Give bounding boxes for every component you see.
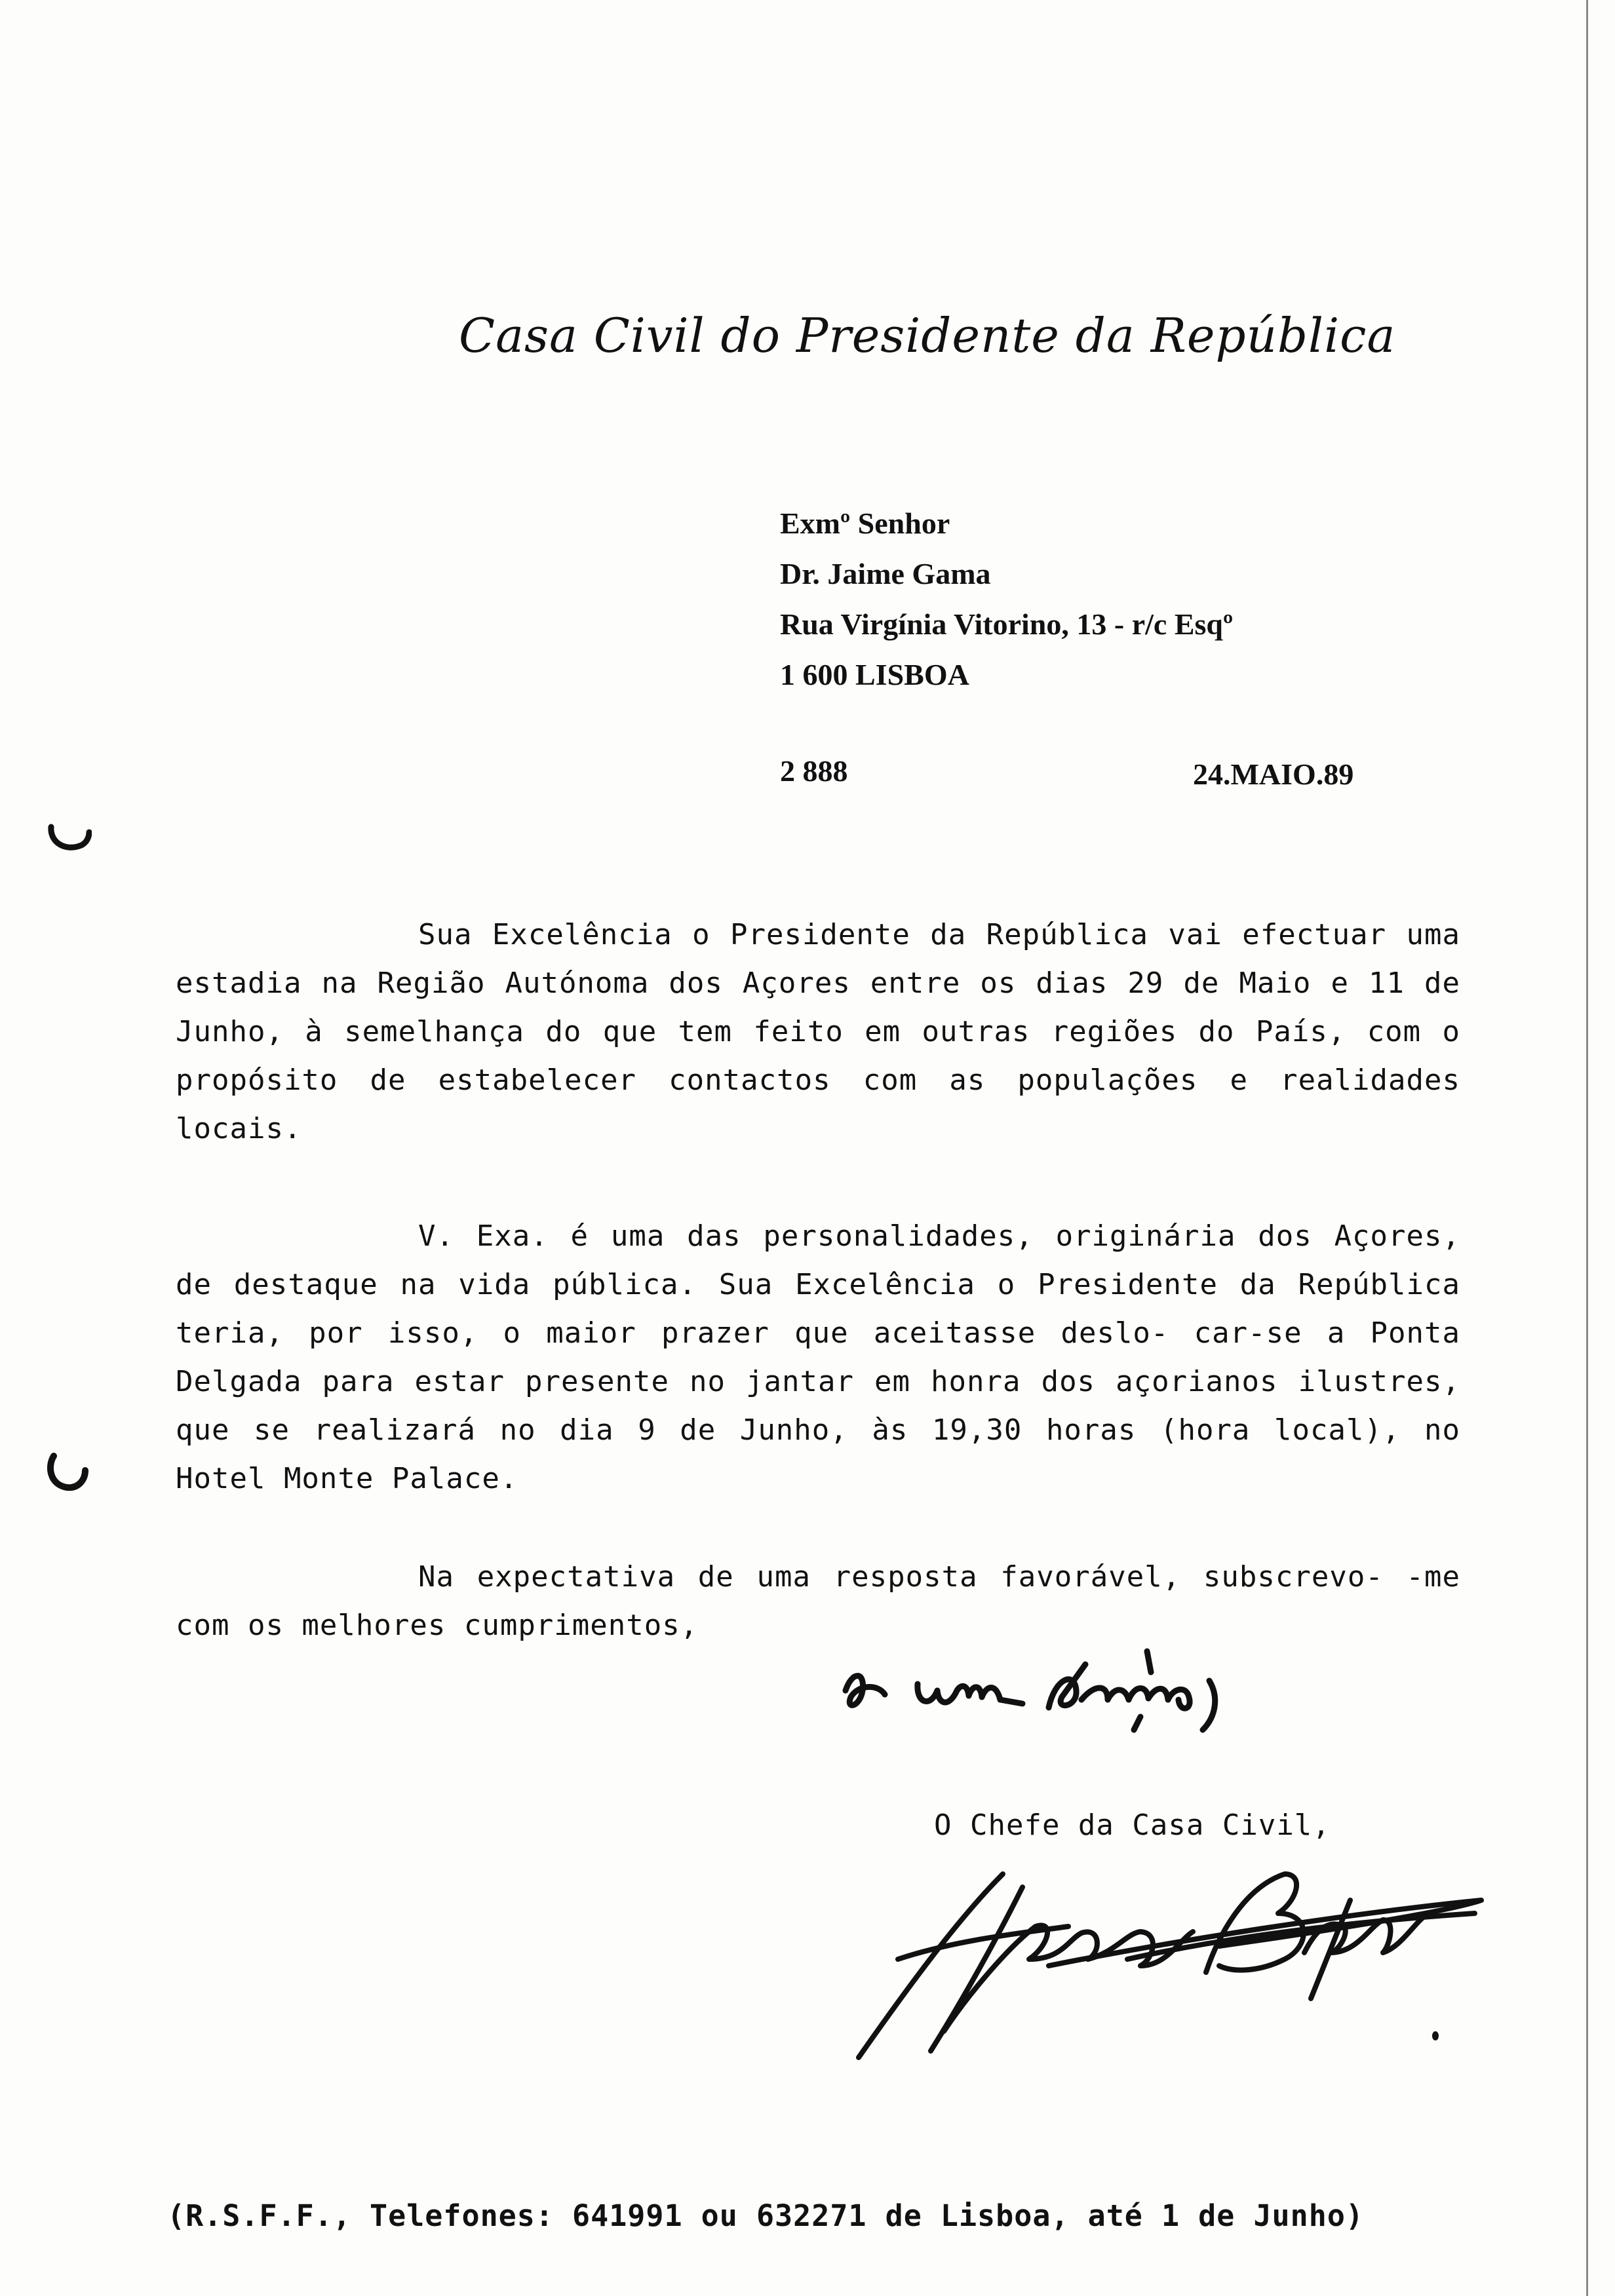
punch-hole-icon xyxy=(45,1448,90,1494)
signer-title: O Chefe da Casa Civil, xyxy=(934,1808,1331,1842)
reference-number: 2 888 xyxy=(780,754,848,788)
recipient-address xyxy=(780,498,1435,700)
body-paragraph-3 xyxy=(176,1553,1460,1650)
paragraph-text: Na expectativa de uma resposta favorável, subscrevo- -me com os melhores cumprimentos, xyxy=(176,1560,1460,1642)
paragraph-text: Sua Excelência o Presidente da República vai efectuar uma estadia na Região Autónoma dos Açores entre os dias 29 de Maio e 11 de Junho, à semelhança do que tem feito em outras regiões do País, com o propósito de estabelecer contactos com as populações e realidades locais. xyxy=(176,918,1460,1145)
letterhead: Casa Civil do Presidente da República xyxy=(459,308,1396,363)
paragraph-text: V. Exa. é uma das personalidades, originária dos Açores, de destaque na vida pública. Sua Excelência o Presidente da República teria, por isso, o maior prazer que aceitasse deslo- car-se a Ponta Delgada para estar presente no jantar em honra dos açorianos ilustres, que se realizará no dia 9 de Junho, às 19,30 horas (hora local), no Hotel Monte Palace. xyxy=(176,1219,1460,1495)
body-paragraph-2 xyxy=(176,1212,1460,1503)
letter-date: 24.MAIO.89 xyxy=(1193,757,1354,791)
handwritten-closing-note xyxy=(832,1645,1252,1736)
page-edge-line xyxy=(1586,0,1588,2296)
recipient-salutation: Exmº Senhor xyxy=(780,507,950,540)
ink-dot xyxy=(1432,2031,1439,2040)
punch-hole-icon xyxy=(46,813,92,858)
signature-mark xyxy=(852,1861,1494,2071)
recipient-city: 1 600 LISBOA xyxy=(780,658,969,691)
body-paragraph-1 xyxy=(176,911,1460,1153)
recipient-street: Rua Virgínia Vitorino, 13 - r/c Esqº xyxy=(780,607,1234,641)
footer-note: (R.S.F.F., Telefones: 641991 ou 632271 de Lisboa, até 1 de Junho) xyxy=(167,2198,1364,2233)
recipient-name: Dr. Jaime Gama xyxy=(780,557,991,590)
